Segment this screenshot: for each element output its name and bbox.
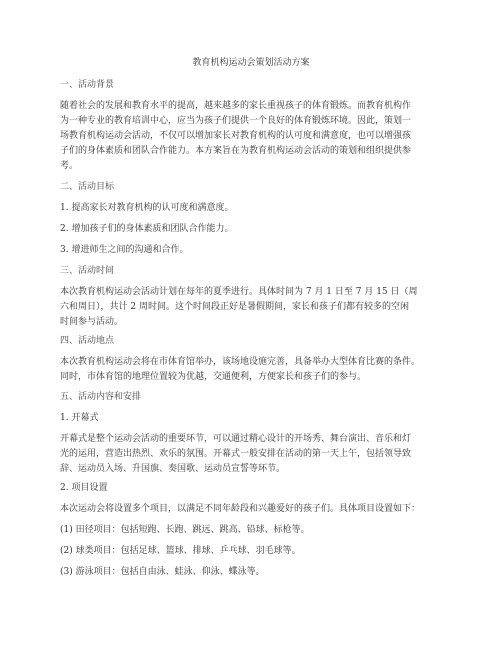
- subsection-title-opening: 1. 开幕式: [60, 413, 99, 423]
- location-paragraph: [60, 355, 450, 385]
- events-intro: 本次运动会将设置多个项目，以满足不同年龄段和兴趣爱好的孩子们。具体项目设置如下：: [60, 504, 421, 514]
- paragraph-line: 本次教育机构运动会将在市体育馆举办，该场地设施完善，具备举办大型体育比赛的条件。: [60, 357, 421, 367]
- paragraph-line: 子们的身体素质和团队合作能力。本方案旨在为教育机构运动会活动的策划和组织提供参: [60, 146, 412, 156]
- event-item: (3) 游泳项目：包括自由泳、蛙泳、仰泳、蝶泳等。: [60, 567, 265, 577]
- paragraph-line: 为一种专业的教育培训中心，应当为孩子们提供一个良好的体育锻炼环境。因此，策划一: [60, 116, 412, 126]
- paragraph-line: 时间参与活动。: [60, 317, 124, 327]
- paragraph-line: 辞、运动员入场、升国旗、奏国歌、运动员宣誓等环节。: [60, 464, 286, 474]
- paragraph-line: 随着社会的发展和教育水平的提高，越来越多的家长重视孩子的体育锻炼。而教育机构作: [60, 101, 412, 111]
- section-heading-background: 一、活动背景: [60, 80, 115, 90]
- document-title: 教育机构运动会策划活动方案: [192, 58, 310, 68]
- section-heading-content: 五、活动内容和安排: [60, 392, 142, 402]
- section-heading-goals: 二、活动目标: [60, 182, 115, 192]
- paragraph-line: 光的运用，营造出热烈、欢乐的氛围。开幕式一般安排在活动的第一天上午，包括领导致: [60, 449, 412, 459]
- paragraph-line: 考。: [60, 161, 79, 171]
- paragraph-line: 本次教育机构运动会活动计划在每年的夏季进行。具体时间为 7 月 1 日至 7 月 15 日（周: [60, 287, 418, 297]
- event-item: (2) 球类项目：包括足球、篮球、排球、乒乓球、羽毛球等。: [60, 546, 301, 556]
- subsection-title-events: 2. 项目设置: [60, 483, 108, 493]
- paragraph-line: 开幕式是整个运动会活动的重要环节，可以通过精心设计的开场秀、舞台演出、音乐和灯: [60, 434, 412, 444]
- section-heading-location: 四、活动地点: [60, 336, 115, 346]
- paragraph-line: 场教育机构运动会活动，不仅可以增加家长对教育机构的认可度和满意度，也可以增强孩: [60, 131, 412, 141]
- background-paragraph: [60, 99, 450, 174]
- opening-paragraph: [60, 432, 450, 477]
- goal-item: 1. 提高家长对教育机构的认可度和满意度。: [60, 203, 234, 213]
- paragraph-line: 六和周日），共计 2 周时间。这个时间段正好是暑假期间，家长和孩子们都有较多的空闲: [60, 302, 409, 312]
- section-heading-time: 三、活动时间: [60, 266, 115, 276]
- goal-item: 2. 增加孩子们的身体素质和团队合作能力。: [60, 224, 234, 234]
- paragraph-line: 同时，市体育馆的地理位置较为优越，交通便利，方便家长和孩子们的参与。: [60, 372, 367, 382]
- time-paragraph: [60, 285, 450, 330]
- event-item: (1) 田径项目：包括短跑、长跑、跳远、跳高、铅球、标枪等。: [60, 525, 310, 535]
- goal-item: 3. 增进师生之间的沟通和合作。: [60, 245, 189, 255]
